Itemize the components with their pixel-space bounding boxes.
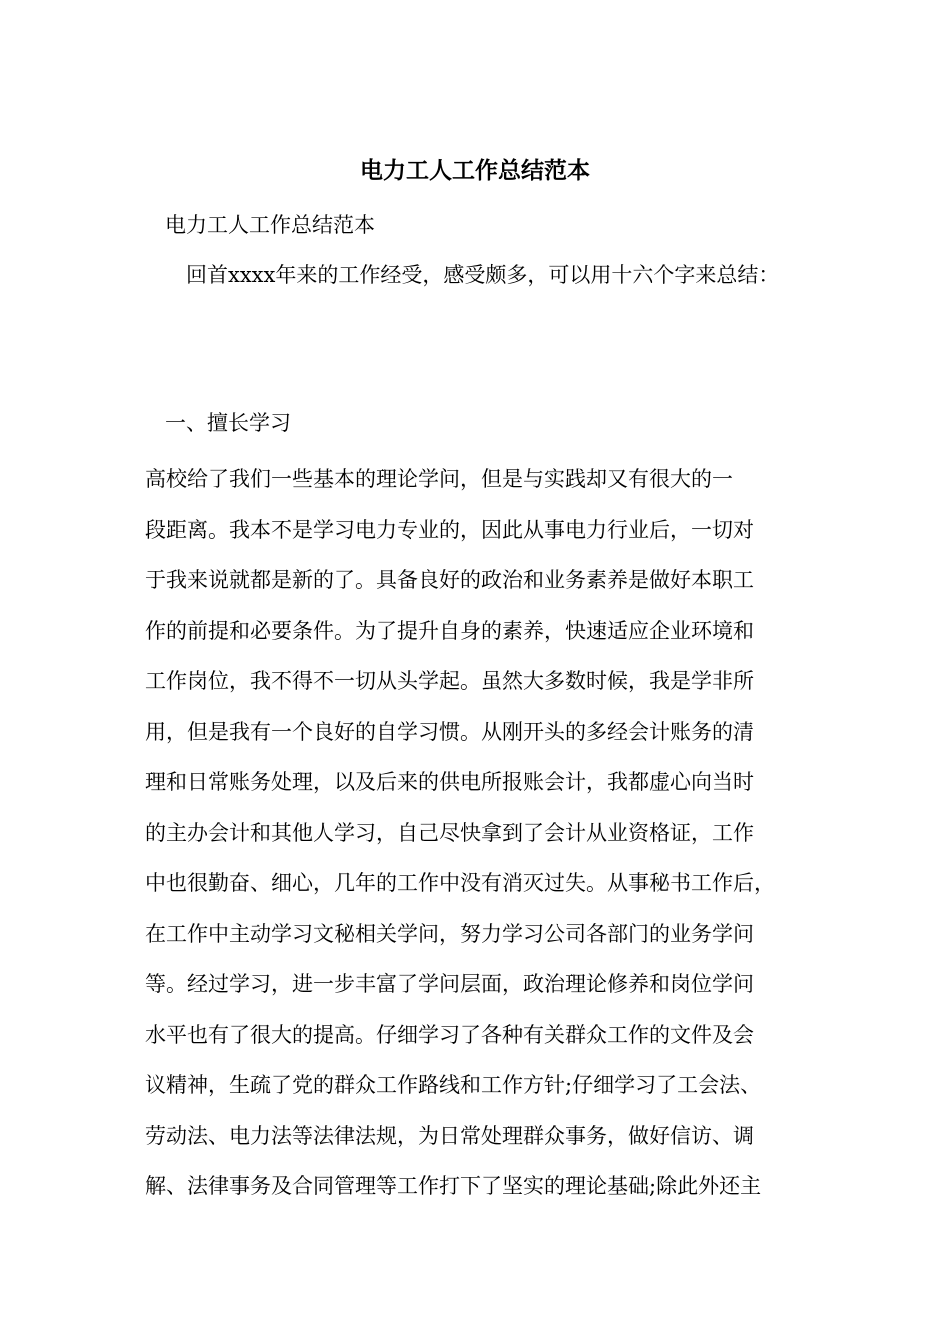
body-line: 于我来说就都是新的了。具备良好的政治和业务素养是做好本职工 — [145, 568, 754, 592]
body-line: 工作岗位，我不得不一切从头学起。虽然大多数时候，我是学非所 — [145, 669, 754, 693]
body-line: 解、法律事务及合同管理等工作打下了坚实的理论基础;除此外还主 — [145, 1174, 762, 1198]
body-line: 等。经过学习，进一步丰富了学问层面，政治理论修养和岗位学问 — [145, 972, 754, 996]
body-line: 在工作中主动学习文秘相关学问，努力学习公司各部门的业务学问 — [145, 921, 754, 946]
section-heading: 一、擅长学习 — [165, 411, 291, 435]
body-line: 中也很勤奋、细心，几年的工作中没有消灭过失。从事秘书工作后， — [145, 871, 775, 895]
body-line: 作的前提和必要条件。为了提升自身的素养，快速适应企业环境和 — [145, 618, 754, 643]
body-line: 理和日常账务处理，以及后来的供电所报账会计，我都虚心向当时 — [145, 770, 754, 794]
body-line: 段距离。我本不是学习电力专业的，因此从事电力行业后，一切对 — [145, 517, 754, 542]
document-subtitle: 电力工人工作总结范本 — [165, 213, 375, 237]
body-line: 的主办会计和其他人学习，自己尽快拿到了会计从业资格证，工作 — [145, 820, 754, 845]
body-line: 用，但是我有一个良好的自学习惯。从刚开头的多经会计账务的清 — [145, 719, 754, 744]
body-line: 水平也有了很大的提高。仔细学习了各种有关群众工作的文件及会 — [145, 1022, 754, 1047]
body-paragraph — [145, 454, 825, 1212]
document-title: 电力工人工作总结范本 — [360, 157, 590, 184]
body-line: 议精神，生疏了党的群众工作路线和工作方针;仔细学习了工会法、 — [145, 1073, 762, 1097]
intro-paragraph: 回首xxxx年来的工作经受，感受颇多，可以用十六个字来总结： — [186, 263, 780, 287]
body-line: 劳动法、电力法等法律法规，为日常处理群众事务，做好信访、调 — [145, 1123, 754, 1148]
body-line: 高校给了我们一些基本的理论学问，但是与实践却又有很大的一 — [145, 467, 733, 491]
